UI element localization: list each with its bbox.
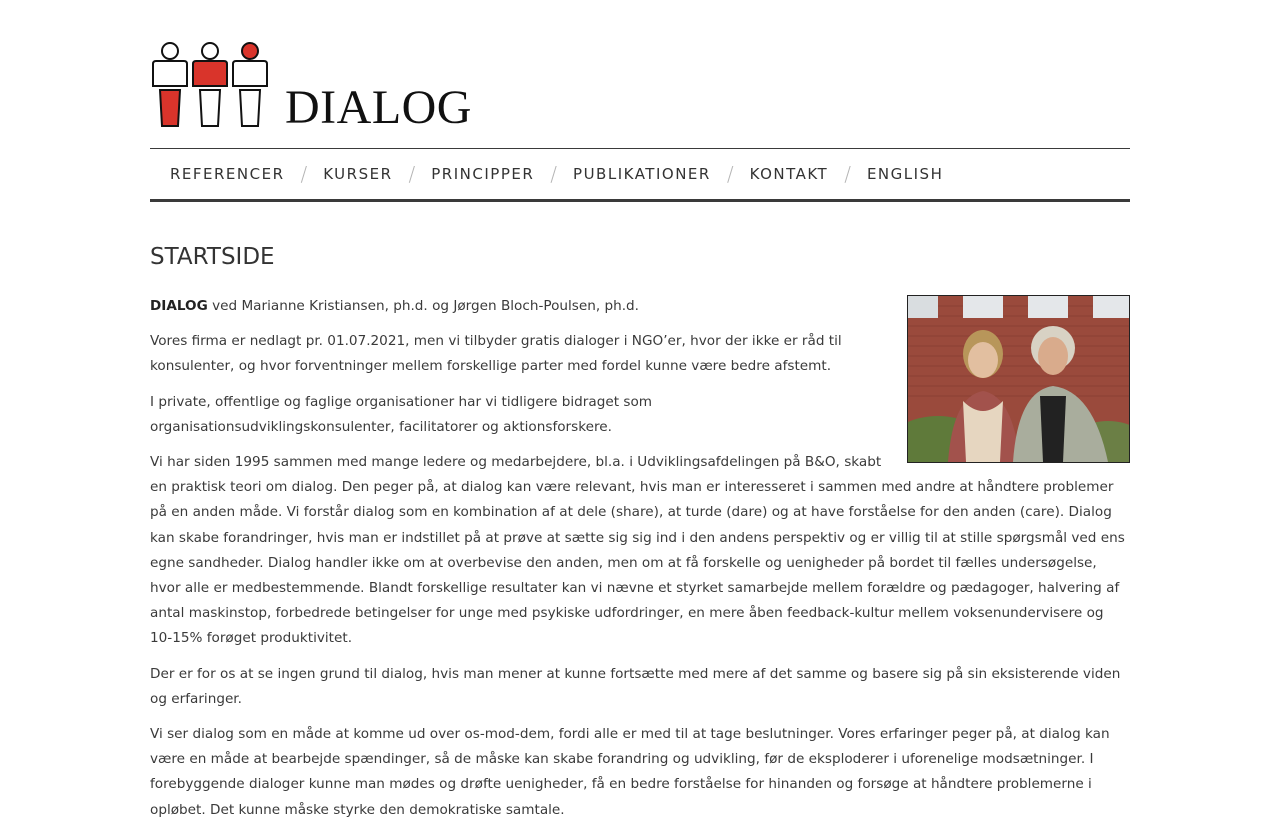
body-paragraph: Der er for os at se ingen grund til dialog, hvis man mener at kunne fortsætte med mere af det samme og basere sig på sin eksisterende viden og erfaringer. (150, 665, 1121, 707)
main-navigation (150, 148, 1130, 202)
nav-item-kontakt[interactable]: KONTAKT (749, 165, 829, 183)
nav-item-publikationer[interactable]: PUBLIKATIONER (573, 165, 711, 183)
photo-of-two-people-icon (908, 296, 1129, 462)
body-paragraph: Vi ser dialog som en måde at komme ud over os-mod-dem, fordi alle er med til at tage beslutninger. Vores erfaringer peger på, at dialog kan være en måde at bearbejde spændinger, så de måske kan skabe forandring og udvikling, før de eksploderer i uforenelige modsætninger. I forebyggende dialoger kunne man mødes og drøfte uenigheder, få en bedre forståelse for hinanden og forsøge at håndtere problemerne i opløbet. Det kunne måske styrke den demokratiske samtale. (150, 726, 1110, 818)
body-paragraph: I private, offentlige og faglige organisationer har vi tidligere bidraget som organisationsudviklingskonsulenter, facilitatorer og aktionsforskere. (150, 393, 653, 435)
nav-item-referencer[interactable]: REFERENCER (170, 165, 285, 183)
main-content (150, 294, 1130, 833)
nav-item-principper[interactable]: PRINCIPPER (431, 165, 535, 183)
body-paragraph: Vores firma er nedlagt pr. 01.07.2021, men vi tilbyder gratis dialoger i NGO’er, hvor der ikke er råd til konsulenter, og hvor forventninger mellem forskellige parter med fordel kunne være bedre afstemt. (150, 333, 842, 375)
page-title: STARTSIDE (150, 244, 275, 270)
body-paragraph: Vi har siden 1995 sammen med mange ledere og medarbejdere, bl.a. i Udviklingsafdelingen på B&O, skabt en praktisk teori om dialog. Den peger på, at dialog kan være relevant, hvis man er interesseret i sammen med andre at håndtere problemer på en anden måde. Vi forstår dialog som en kombination af at dele (share), at turde (dare) og at have forståelse for den anden (care). Dialog kan skabe forandringer, hvis man er indstillet på at prøve at sætte sig sig ind i den andens perspektiv og er villig til at stille spørgsmål ved ens egne sandheder. Dialog handler ikke om at overbevise den anden, men om at få forskelle og uenigheder på bordet til fælles undersøgelse, hvor alle er medbestemmende. Blandt forskellige resultater kan vi nævne et styrket samarbejde mellem forældre og pædagoger, halvering af antal maskinstop, forbedrede betingelser for unge med psykiske udfordringer, en mere åben feedback-kultur mellem voksenundervisere og 10-15% forøget produktivitet. (150, 454, 1125, 647)
three-figures-logo-icon (150, 40, 280, 132)
nav-item-kurser[interactable]: KURSER (323, 165, 393, 183)
intro-text: ved Marianne Kristiansen, ph.d. og Jørgen Bloch-Poulsen, ph.d. (207, 298, 639, 314)
nav-separator: / (550, 162, 558, 186)
nav-item-english[interactable]: ENGLISH (866, 165, 944, 183)
nav-separator: / (300, 162, 308, 186)
logo-wordmark: DIALOG (285, 81, 472, 134)
site-logo[interactable] (150, 40, 500, 132)
intro-brand: DIALOG (150, 298, 208, 314)
founders-photo (907, 295, 1130, 463)
nav-separator: / (844, 162, 851, 186)
nav-separator: / (408, 162, 416, 186)
nav-separator: / (726, 162, 734, 186)
